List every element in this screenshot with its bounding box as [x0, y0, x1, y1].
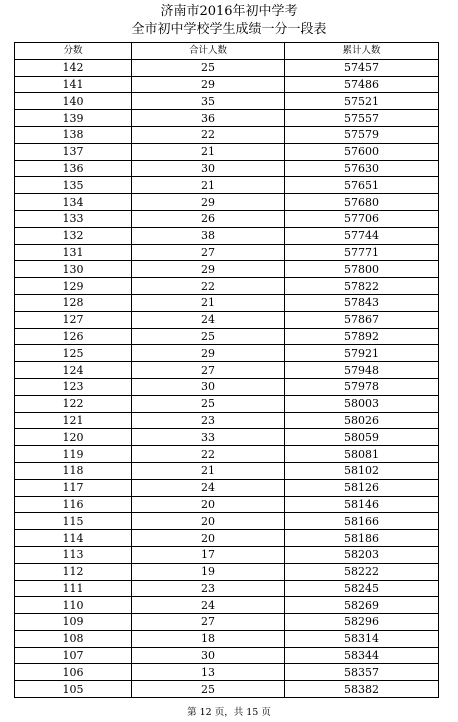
- cumulative-cell: 57867: [285, 311, 439, 328]
- table-header-row: [15, 43, 439, 60]
- cumulative-cell: 57744: [285, 227, 439, 244]
- table-row: [15, 160, 439, 177]
- page-footer: 第 12 页，共 15 页: [187, 707, 271, 718]
- score-cell: 128: [15, 294, 132, 311]
- table-row: [15, 664, 439, 681]
- score-cell: 125: [15, 345, 132, 362]
- count-cell: 30: [132, 647, 285, 664]
- table-row: [15, 546, 439, 563]
- count-cell: 25: [132, 681, 285, 698]
- document-subtitle: 全市初中学校学生成绩一分一段表: [131, 22, 327, 37]
- cumulative-cell: 58026: [285, 412, 439, 429]
- score-cell: 141: [15, 76, 132, 93]
- cumulative-cell: 57706: [285, 210, 439, 227]
- table-row: [15, 614, 439, 631]
- table-row: [15, 530, 439, 547]
- table-row: [15, 210, 439, 227]
- count-cell: 30: [132, 378, 285, 395]
- table-row: [15, 278, 439, 295]
- count-cell: 29: [132, 194, 285, 211]
- table-row: [15, 294, 439, 311]
- table-row: [15, 513, 439, 530]
- score-cell: 123: [15, 378, 132, 395]
- cumulative-cell: 57600: [285, 143, 439, 160]
- score-cell: 137: [15, 143, 132, 160]
- score-cell: 136: [15, 160, 132, 177]
- score-cell: 109: [15, 614, 132, 631]
- score-cell: 108: [15, 630, 132, 647]
- count-cell: 22: [132, 446, 285, 463]
- document-title: 济南市2016年初中学考: [160, 4, 298, 19]
- count-cell: 21: [132, 462, 285, 479]
- score-cell: 140: [15, 93, 132, 110]
- table-row: [15, 93, 439, 110]
- score-cell: 111: [15, 580, 132, 597]
- count-cell: 29: [132, 76, 285, 93]
- count-cell: 23: [132, 412, 285, 429]
- score-cell: 119: [15, 446, 132, 463]
- count-cell: 21: [132, 177, 285, 194]
- cumulative-cell: 57557: [285, 110, 439, 127]
- cumulative-cell: 58186: [285, 530, 439, 547]
- count-cell: 18: [132, 630, 285, 647]
- score-cell: 130: [15, 261, 132, 278]
- cumulative-cell: 57579: [285, 126, 439, 143]
- score-cell: 135: [15, 177, 132, 194]
- count-cell: 24: [132, 311, 285, 328]
- score-cell: 131: [15, 244, 132, 261]
- cumulative-cell: 57800: [285, 261, 439, 278]
- score-cell: 107: [15, 647, 132, 664]
- count-cell: 38: [132, 227, 285, 244]
- cumulative-cell: 57771: [285, 244, 439, 261]
- table-row: [15, 143, 439, 160]
- cumulative-cell: 57486: [285, 76, 439, 93]
- header-score: 分数: [15, 43, 132, 60]
- score-cell: 142: [15, 59, 132, 76]
- table-row: [15, 362, 439, 379]
- table-row: [15, 681, 439, 698]
- score-cell: 138: [15, 126, 132, 143]
- cumulative-cell: 58146: [285, 496, 439, 513]
- table-row: [15, 110, 439, 127]
- count-cell: 20: [132, 496, 285, 513]
- score-distribution-table: [14, 42, 439, 698]
- table-row: [15, 429, 439, 446]
- table-row: [15, 630, 439, 647]
- cumulative-cell: 58203: [285, 546, 439, 563]
- table-row: [15, 412, 439, 429]
- count-cell: 20: [132, 513, 285, 530]
- count-cell: 33: [132, 429, 285, 446]
- table-row: [15, 479, 439, 496]
- table-row: [15, 395, 439, 412]
- cumulative-cell: 58102: [285, 462, 439, 479]
- count-cell: 27: [132, 362, 285, 379]
- count-cell: 25: [132, 328, 285, 345]
- score-cell: 124: [15, 362, 132, 379]
- table-row: [15, 446, 439, 463]
- score-cell: 122: [15, 395, 132, 412]
- cumulative-cell: 58314: [285, 630, 439, 647]
- table-row: [15, 345, 439, 362]
- count-cell: 26: [132, 210, 285, 227]
- score-cell: 113: [15, 546, 132, 563]
- header-cumulative: 累计人数: [285, 43, 439, 60]
- score-cell: 115: [15, 513, 132, 530]
- score-cell: 126: [15, 328, 132, 345]
- cumulative-cell: 57457: [285, 59, 439, 76]
- count-cell: 20: [132, 530, 285, 547]
- table-row: [15, 378, 439, 395]
- cumulative-cell: 58269: [285, 597, 439, 614]
- score-cell: 134: [15, 194, 132, 211]
- count-cell: 30: [132, 160, 285, 177]
- cumulative-cell: 58126: [285, 479, 439, 496]
- cumulative-cell: 57843: [285, 294, 439, 311]
- score-cell: 139: [15, 110, 132, 127]
- table-row: [15, 59, 439, 76]
- count-cell: 17: [132, 546, 285, 563]
- score-cell: 132: [15, 227, 132, 244]
- table-row: [15, 563, 439, 580]
- cumulative-cell: 58166: [285, 513, 439, 530]
- score-cell: 127: [15, 311, 132, 328]
- cumulative-cell: 57680: [285, 194, 439, 211]
- table-row: [15, 126, 439, 143]
- table-row: [15, 328, 439, 345]
- score-cell: 114: [15, 530, 132, 547]
- table-row: [15, 194, 439, 211]
- cumulative-cell: 57521: [285, 93, 439, 110]
- count-cell: 35: [132, 93, 285, 110]
- score-cell: 129: [15, 278, 132, 295]
- count-cell: 13: [132, 664, 285, 681]
- score-cell: 120: [15, 429, 132, 446]
- header-count: 合计人数: [132, 43, 285, 60]
- count-cell: 27: [132, 614, 285, 631]
- score-cell: 116: [15, 496, 132, 513]
- cumulative-cell: 58382: [285, 681, 439, 698]
- table-row: [15, 177, 439, 194]
- count-cell: 24: [132, 597, 285, 614]
- cumulative-cell: 57822: [285, 278, 439, 295]
- count-cell: 27: [132, 244, 285, 261]
- count-cell: 24: [132, 479, 285, 496]
- count-cell: 25: [132, 59, 285, 76]
- cumulative-cell: 57948: [285, 362, 439, 379]
- cumulative-cell: 58003: [285, 395, 439, 412]
- table-row: [15, 261, 439, 278]
- cumulative-cell: 58344: [285, 647, 439, 664]
- table-row: [15, 597, 439, 614]
- count-cell: 36: [132, 110, 285, 127]
- cumulative-cell: 57921: [285, 345, 439, 362]
- cumulative-cell: 58357: [285, 664, 439, 681]
- table-row: [15, 227, 439, 244]
- count-cell: 29: [132, 261, 285, 278]
- score-cell: 105: [15, 681, 132, 698]
- table-row: [15, 496, 439, 513]
- table-row: [15, 244, 439, 261]
- table-row: [15, 580, 439, 597]
- count-cell: 29: [132, 345, 285, 362]
- score-cell: 112: [15, 563, 132, 580]
- count-cell: 25: [132, 395, 285, 412]
- count-cell: 23: [132, 580, 285, 597]
- count-cell: 21: [132, 143, 285, 160]
- count-cell: 21: [132, 294, 285, 311]
- count-cell: 22: [132, 278, 285, 295]
- cumulative-cell: 57651: [285, 177, 439, 194]
- score-cell: 133: [15, 210, 132, 227]
- cumulative-cell: 58296: [285, 614, 439, 631]
- cumulative-cell: 58059: [285, 429, 439, 446]
- cumulative-cell: 57892: [285, 328, 439, 345]
- cumulative-cell: 57978: [285, 378, 439, 395]
- count-cell: 19: [132, 563, 285, 580]
- score-cell: 118: [15, 462, 132, 479]
- score-cell: 117: [15, 479, 132, 496]
- table-row: [15, 76, 439, 93]
- count-cell: 22: [132, 126, 285, 143]
- table-row: [15, 647, 439, 664]
- score-cell: 106: [15, 664, 132, 681]
- cumulative-cell: 58245: [285, 580, 439, 597]
- cumulative-cell: 57630: [285, 160, 439, 177]
- cumulative-cell: 58081: [285, 446, 439, 463]
- score-cell: 121: [15, 412, 132, 429]
- table-row: [15, 462, 439, 479]
- table-row: [15, 311, 439, 328]
- score-cell: 110: [15, 597, 132, 614]
- cumulative-cell: 58222: [285, 563, 439, 580]
